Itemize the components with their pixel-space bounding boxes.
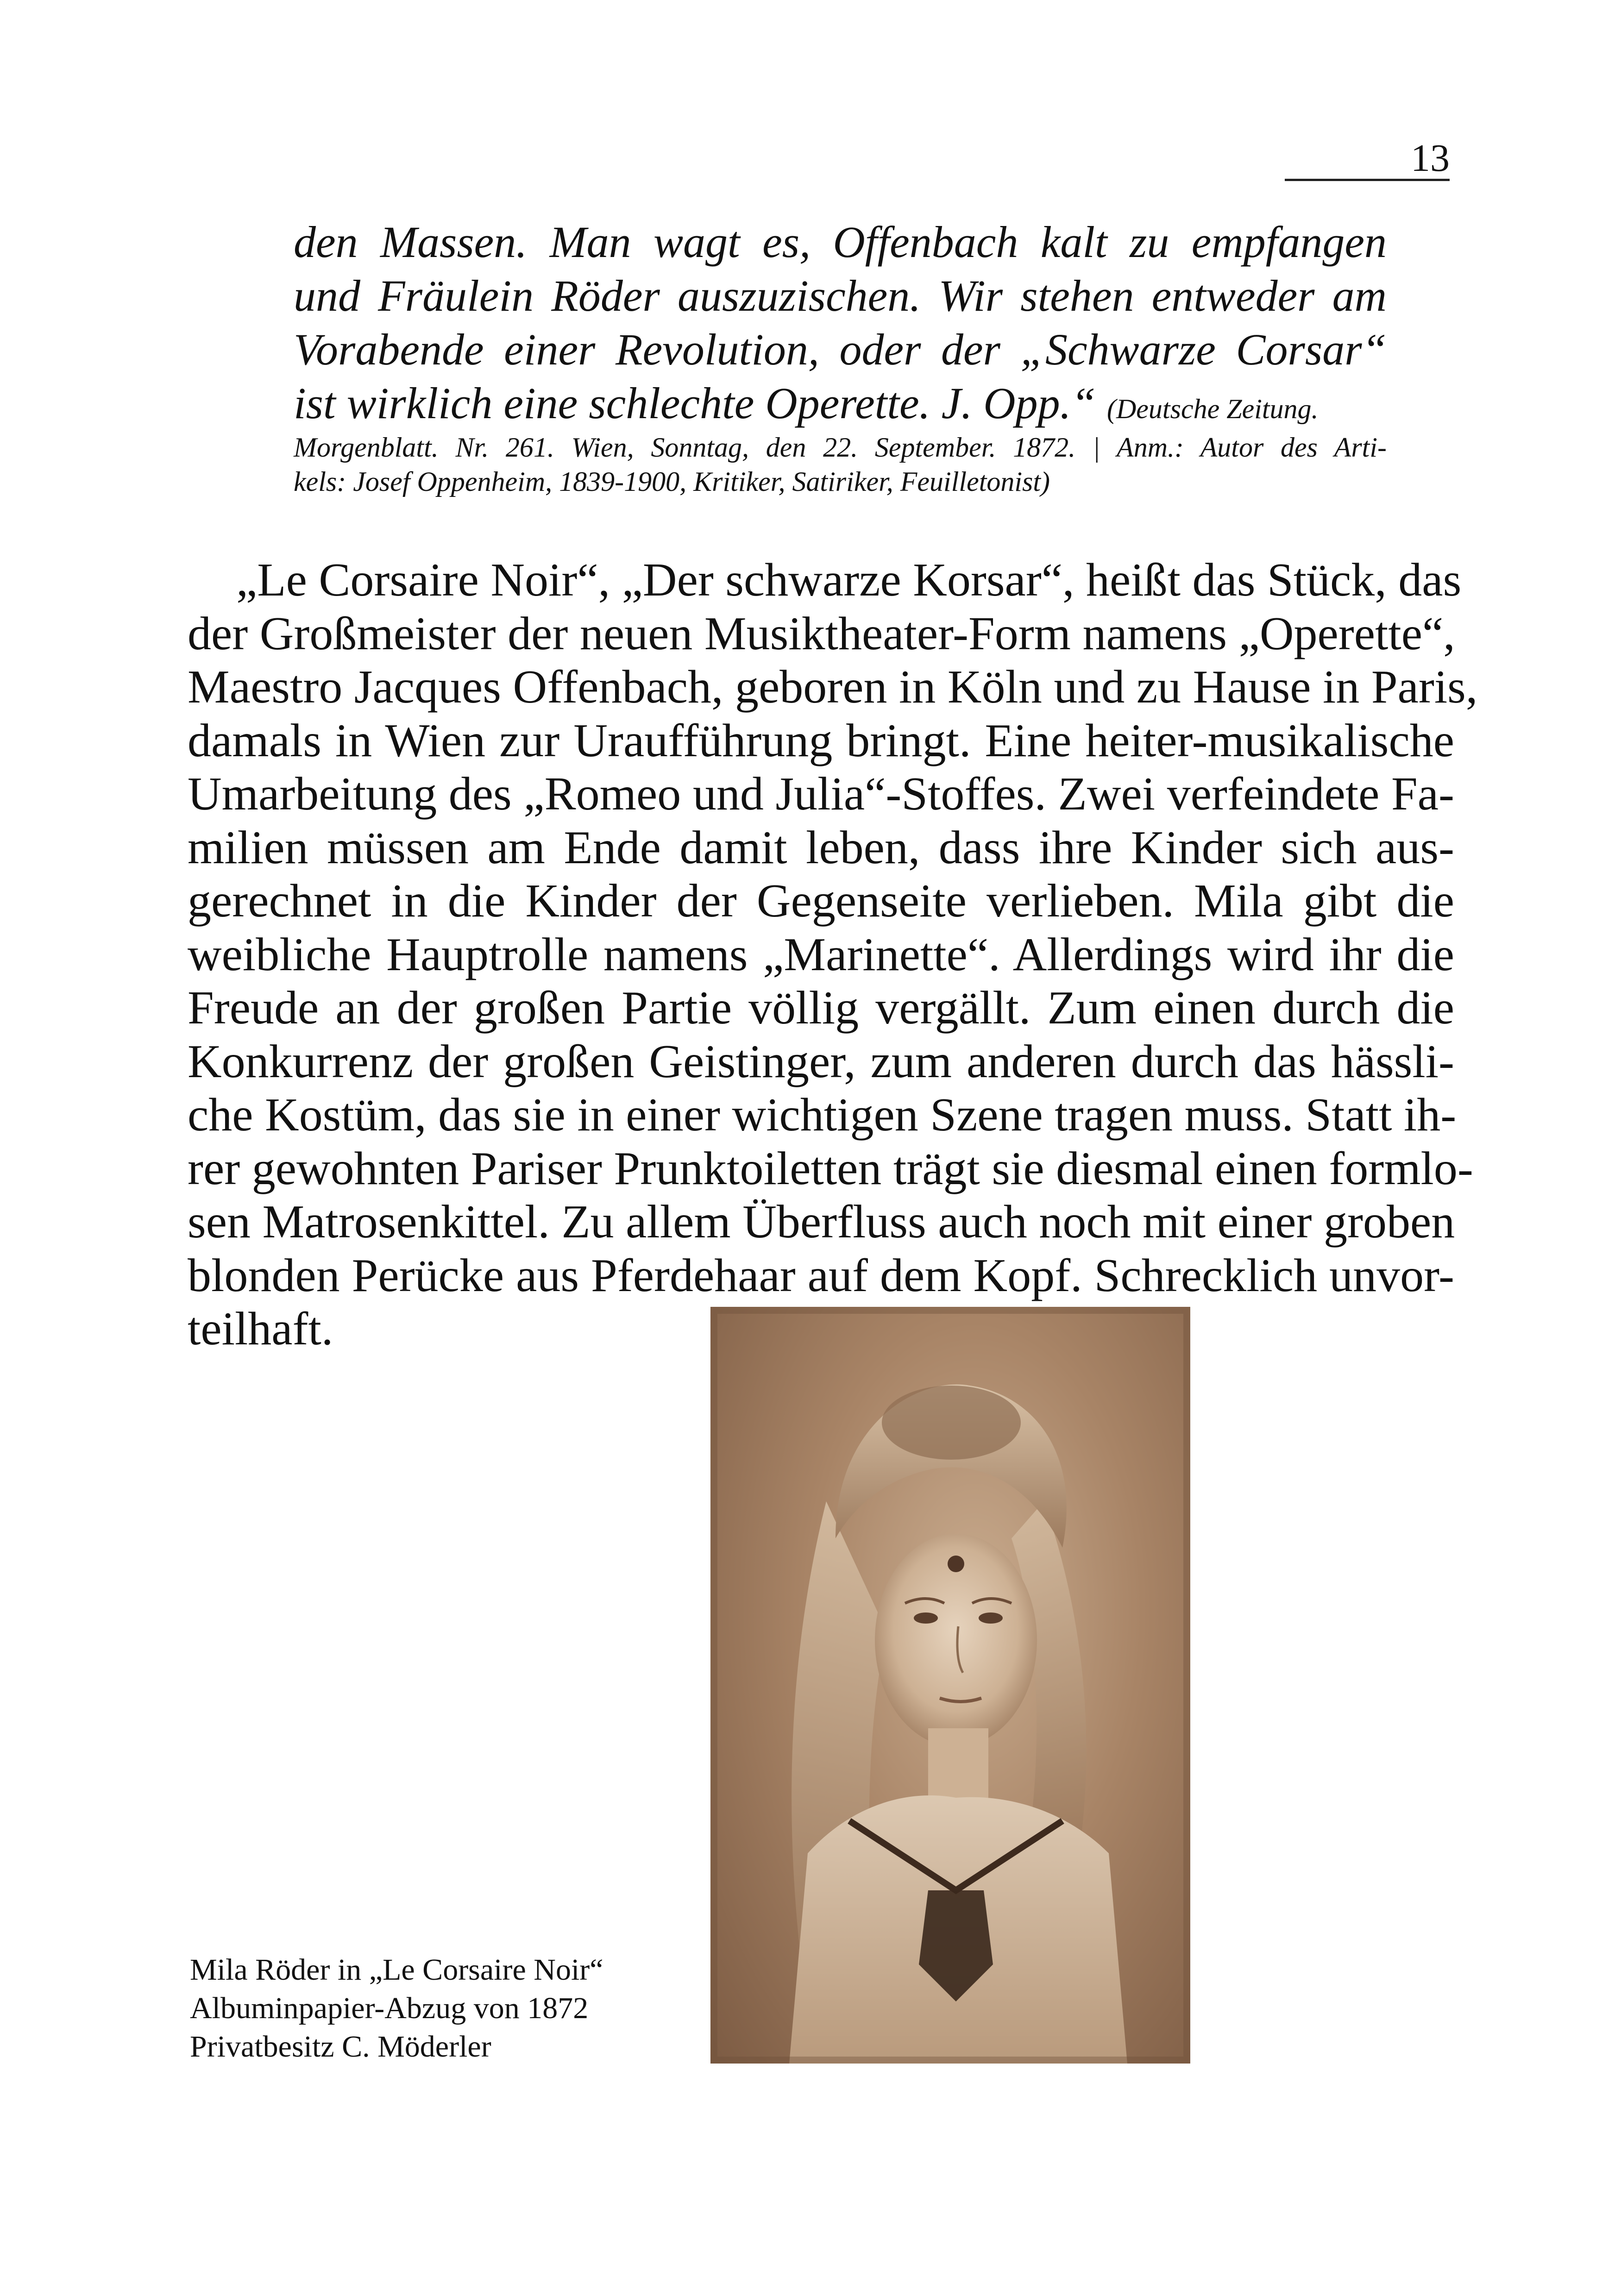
- quote-line: [294, 376, 1387, 430]
- body-line: Konkurrenz der großen Geistinger, zum anderen durch das hässli-: [188, 1035, 1454, 1088]
- body-line: teilhaft.: [188, 1303, 333, 1355]
- body-line: Maestro Jacques Offenbach, geboren in Köln und zu Hause in Paris,: [188, 661, 1478, 713]
- body-line: Freude an der großen Partie völlig vergällt. Zum einen durch die: [188, 982, 1454, 1034]
- caption-line: Mila Röder in „Le Corsaire Noir“: [190, 1953, 603, 1987]
- body-line: damals in Wien zur Uraufführung bringt. Eine heiter-musikalische: [188, 714, 1454, 767]
- page-number: 13: [1411, 137, 1450, 180]
- body-line: milien müssen am Ende damit leben, dass ihre Kinder sich aus-: [188, 821, 1454, 874]
- figure-caption: [190, 1951, 699, 2066]
- citation-line: Morgenblatt. Nr. 261. Wien, Sonntag, den 22. September. 1872. | Anm.: Autor des Arti-: [294, 432, 1387, 463]
- eye-left: [914, 1612, 938, 1624]
- body-line: rer gewohnten Pariser Prunktoiletten trägt sie diesmal einen formlo-: [188, 1142, 1473, 1195]
- body-line: der Großmeister der neuen Musiktheater-Form namens „Operette“,: [188, 607, 1455, 660]
- quote-line: und Fräulein Röder auszuzischen. Wir stehen entweder am: [294, 271, 1387, 320]
- neck: [928, 1728, 988, 1802]
- caption-line: Albuminpapier-Abzug von 1872: [190, 1991, 589, 2025]
- block-quote: [294, 215, 1387, 499]
- caption-line: Privatbesitz C. Möderler: [190, 2030, 491, 2064]
- body-line: che Kostüm, das sie in einer wichtigen Szene tragen muss. Statt ih-: [188, 1089, 1457, 1141]
- body-line: gerechnet in die Kinder der Gegenseite verlieben. Mila gibt die: [188, 875, 1454, 927]
- body-paragraph: [188, 553, 1478, 1356]
- body-line: weibliche Hauptrolle namens „Marinette“. Allerdings wird ihr die: [188, 928, 1454, 981]
- citation-line: kels: Josef Oppenheim, 1839-1900, Kritiker, Satiriker, Feuilletonist): [294, 466, 1050, 497]
- portrait-photo: [710, 1307, 1190, 2064]
- body-line: blonden Perücke aus Pferdehaar auf dem Kopf. Schrecklich unvor-: [188, 1249, 1454, 1302]
- body-line: Umarbeitung des „Romeo und Julia“-Stoffes. Zwei verfeindete Fa-: [188, 768, 1454, 820]
- portrait-illustration: [710, 1307, 1190, 2064]
- hair-bun: [882, 1386, 1021, 1460]
- quote-line-text: ist wirklich eine schlechte Operette. J. Opp.“: [294, 378, 1096, 428]
- citation-inline: (Deutsche Zeitung.: [1106, 394, 1319, 424]
- eye-right: [979, 1612, 1003, 1624]
- quote-line: den Massen. Man wagt es, Offenbach kalt zu empfangen: [294, 217, 1387, 267]
- quote-line: Vorabende einer Revolution, oder der „Schwarze Corsar“: [294, 325, 1387, 374]
- body-line: „Le Corsaire Noir“, „Der schwarze Korsar“, heißt das Stück, das: [236, 554, 1462, 606]
- body-line: sen Matrosenkittel. Zu allem Überfluss auch noch mit einer groben: [188, 1196, 1455, 1248]
- forehead-jewel: [948, 1556, 964, 1572]
